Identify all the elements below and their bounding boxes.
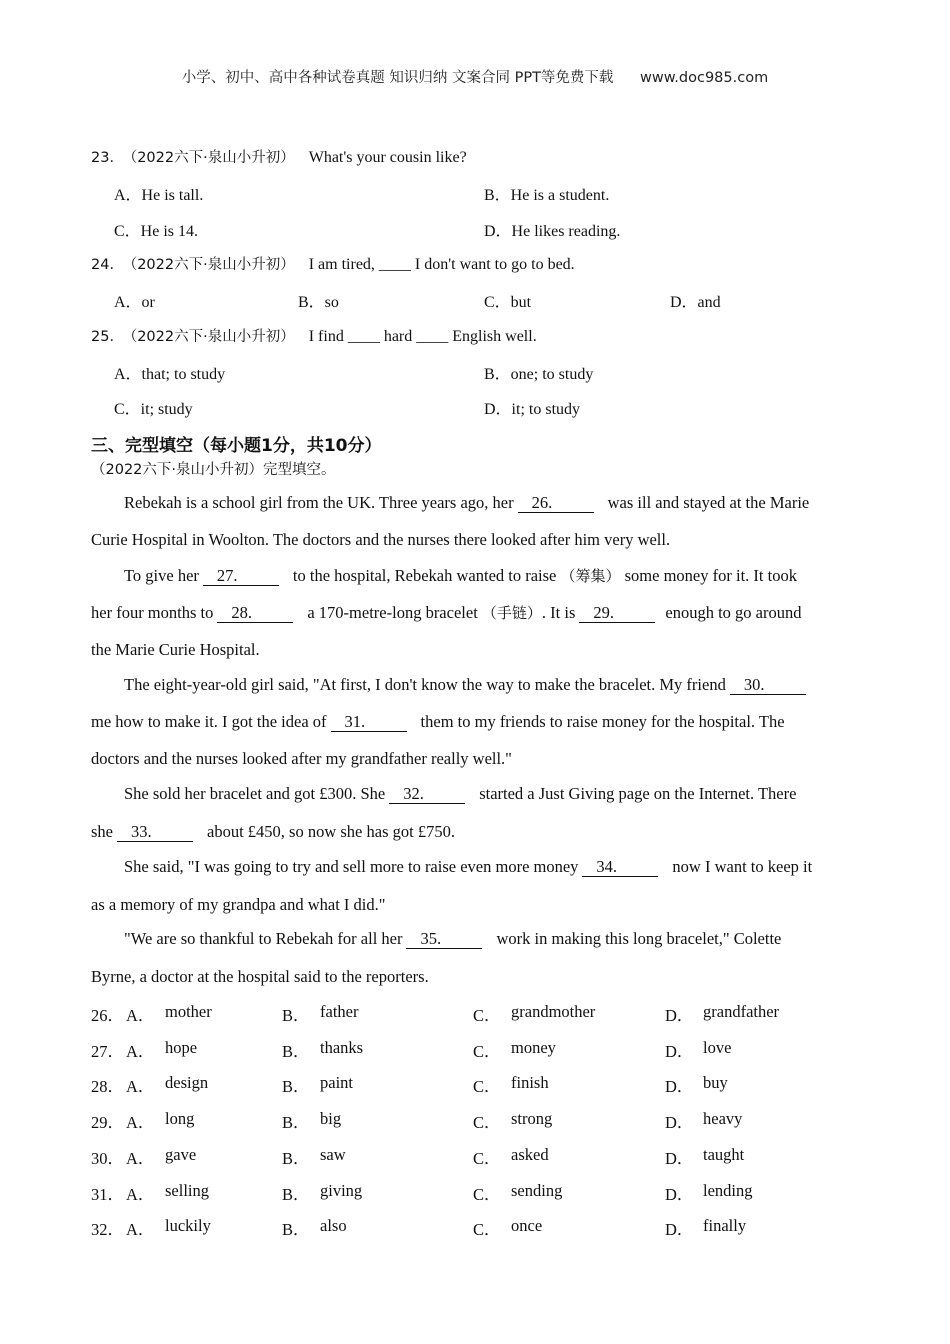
header-text: 小学、初中、高中各种试卷真题 知识归纳 文案合同 PPT等免费下载 xyxy=(181,70,614,86)
q25-option-d[interactable]: D．it; to study xyxy=(484,401,581,418)
q24-option-a[interactable]: A．or xyxy=(114,294,155,311)
q23-option-d[interactable]: D．He likes reading. xyxy=(484,223,621,240)
choice-option-a[interactable]: gave xyxy=(165,1145,197,1164)
passage-line: doctors and the nurses looked after my grandfather really well." xyxy=(91,749,512,768)
blank-33[interactable]: 33. xyxy=(117,823,193,842)
passage-line xyxy=(124,675,810,695)
choice-letter-a[interactable]: A． xyxy=(126,1113,155,1132)
passage-text: some money for it. It took xyxy=(624,566,797,585)
question-source: （2022六下·泉山小升初） xyxy=(129,329,295,345)
choice-option-c[interactable]: asked xyxy=(511,1145,549,1164)
choice-letter-a[interactable]: A． xyxy=(126,1042,155,1061)
passage-text: them to my friends to raise money for the hospital. The xyxy=(420,712,785,731)
choice-letter-c[interactable]: C． xyxy=(473,1220,501,1239)
choice-option-c[interactable]: sending xyxy=(511,1181,563,1200)
choice-option-a[interactable]: long xyxy=(165,1109,195,1128)
choice-option-d[interactable]: finally xyxy=(703,1216,747,1235)
passage-text: "We are so thankful to Rebekah for all her xyxy=(124,929,403,948)
passage-text: was ill and stayed at the Marie xyxy=(607,493,810,512)
passage-line xyxy=(91,712,785,732)
question-number: 25． xyxy=(91,329,124,345)
choice-letter-d[interactable]: D． xyxy=(665,1113,694,1132)
passage-line xyxy=(124,565,797,586)
passage-text: work in making this long bracelet," Colette xyxy=(496,929,782,948)
question-source: （2022六下·泉山小升初） xyxy=(129,257,295,273)
choice-option-b[interactable]: big xyxy=(320,1109,342,1128)
choice-letter-b[interactable]: B． xyxy=(282,1149,310,1168)
choice-option-c[interactable]: money xyxy=(511,1038,556,1057)
choice-letter-d[interactable]: D． xyxy=(665,1149,694,1168)
question-stem: What's your cousin like? xyxy=(308,149,467,166)
choice-option-b[interactable]: thanks xyxy=(320,1038,364,1057)
q24-option-d[interactable]: D．and xyxy=(670,294,721,311)
blank-34[interactable]: 34. xyxy=(582,858,658,877)
choice-option-a[interactable]: selling xyxy=(165,1181,209,1200)
choice-option-b[interactable]: giving xyxy=(320,1181,363,1200)
q23-option-b[interactable]: B．He is a student. xyxy=(484,187,610,204)
blank-35[interactable]: 35. xyxy=(406,930,482,949)
choice-letter-d[interactable]: D． xyxy=(665,1077,694,1096)
q23-option-a[interactable]: A．He is tall. xyxy=(114,187,204,204)
choice-option-d[interactable]: lending xyxy=(703,1181,753,1200)
q25-option-c[interactable]: C．it; study xyxy=(114,401,193,418)
passage-text: she xyxy=(91,822,113,841)
choice-number: 31． xyxy=(91,1185,124,1204)
choice-option-c[interactable]: finish xyxy=(511,1073,549,1092)
blank-28[interactable]: 28. xyxy=(217,604,293,623)
choice-option-b[interactable]: also xyxy=(320,1216,347,1235)
passage-text: now I want to keep it xyxy=(672,857,813,876)
question-25 xyxy=(91,325,537,346)
choice-letter-c[interactable]: C． xyxy=(473,1077,501,1096)
choice-option-c[interactable]: strong xyxy=(511,1109,553,1128)
choice-option-d[interactable]: love xyxy=(703,1038,732,1057)
choice-option-d[interactable]: buy xyxy=(703,1073,728,1092)
choice-letter-a[interactable]: A． xyxy=(126,1220,155,1239)
section-title: 三、完型填空（每小题1分，共10分） xyxy=(91,436,382,456)
choice-option-a[interactable]: luckily xyxy=(165,1216,211,1235)
passage-text: me how to make it. I got the idea of xyxy=(91,712,327,731)
passage-text: She said, "I was going to try and sell more to raise even more money xyxy=(124,857,579,876)
blank-31[interactable]: 31. xyxy=(331,713,407,732)
choice-option-b[interactable]: paint xyxy=(320,1073,353,1092)
passage-line xyxy=(124,857,812,877)
blank-30[interactable]: 30. xyxy=(730,676,806,695)
passage-line xyxy=(91,822,455,842)
passage-text: . It is xyxy=(541,603,576,622)
choice-letter-b[interactable]: B． xyxy=(282,1042,310,1061)
choice-letter-c[interactable]: C． xyxy=(473,1113,501,1132)
page-header xyxy=(0,66,950,87)
choice-letter-a[interactable]: A． xyxy=(126,1077,155,1096)
choice-option-d[interactable]: heavy xyxy=(703,1109,743,1128)
passage-line: as a memory of my grandpa and what I did." xyxy=(91,895,386,914)
passage-text: To give her xyxy=(124,566,199,585)
choice-letter-d[interactable]: D． xyxy=(665,1006,694,1025)
passage-text: Rebekah is a school girl from the UK. Three years ago, her xyxy=(124,493,514,512)
passage-line xyxy=(124,493,809,513)
passage-text: She sold her bracelet and got £300. She xyxy=(124,784,386,803)
choice-number: 26． xyxy=(91,1006,124,1025)
passage-line: Curie Hospital in Woolton. The doctors and the nurses there looked after him very well. xyxy=(91,530,671,549)
question-stem: I find ____ hard ____ English well. xyxy=(308,328,537,345)
choice-letter-d[interactable]: D． xyxy=(665,1220,694,1239)
passage-text: enough to go around xyxy=(665,603,802,622)
q25-option-a[interactable]: A．that; to study xyxy=(114,366,226,383)
passage-line xyxy=(124,929,781,949)
choice-letter-c[interactable]: C． xyxy=(473,1006,501,1025)
q25-option-b[interactable]: B．one; to study xyxy=(484,366,594,383)
question-number: 24． xyxy=(91,257,124,273)
question-number: 23． xyxy=(91,150,124,166)
choice-letter-d[interactable]: D． xyxy=(665,1042,694,1061)
choice-option-b[interactable]: father xyxy=(320,1002,359,1021)
blank-32[interactable]: 32. xyxy=(389,785,465,804)
header-url[interactable]: www.doc985.com xyxy=(640,70,769,86)
passage-gloss: （手链） xyxy=(481,604,542,622)
passage-line: the Marie Curie Hospital. xyxy=(91,640,260,659)
passage-gloss: （筹集） xyxy=(560,567,621,585)
question-24 xyxy=(91,253,575,274)
q24-option-c[interactable]: C．but xyxy=(484,294,532,311)
choice-letter-b[interactable]: B． xyxy=(282,1006,310,1025)
choice-letter-a[interactable]: A． xyxy=(126,1006,155,1025)
question-23 xyxy=(91,146,467,167)
question-stem: I am tired, ____ I don't want to go to bed. xyxy=(308,256,575,273)
choice-letter-a[interactable]: A． xyxy=(126,1149,155,1168)
choice-option-a[interactable]: hope xyxy=(165,1038,198,1057)
choice-letter-b[interactable]: B． xyxy=(282,1077,310,1096)
passage-line xyxy=(124,784,796,804)
choice-option-c[interactable]: once xyxy=(511,1216,543,1235)
choice-number: 27． xyxy=(91,1042,124,1061)
choice-letter-c[interactable]: C． xyxy=(473,1149,501,1168)
choice-option-d[interactable]: grandfather xyxy=(703,1002,780,1021)
section-source: （2022六下·泉山小升初）完型填空。 xyxy=(91,462,336,478)
passage-text: started a Just Giving page on the Internet. There xyxy=(479,784,797,803)
choice-number: 30． xyxy=(91,1149,124,1168)
question-source: （2022六下·泉山小升初） xyxy=(129,150,295,166)
choice-letter-c[interactable]: C． xyxy=(473,1042,501,1061)
choice-letter-d[interactable]: D． xyxy=(665,1185,694,1204)
choice-letter-c[interactable]: C． xyxy=(473,1185,501,1204)
choice-option-a[interactable]: design xyxy=(165,1073,209,1092)
blank-29[interactable]: 29. xyxy=(579,604,655,623)
q24-option-b[interactable]: B．so xyxy=(298,294,339,311)
passage-text: to the hospital, Rebekah wanted to raise xyxy=(292,566,557,585)
blank-27[interactable]: 27. xyxy=(203,567,279,586)
choice-option-c[interactable]: grandmother xyxy=(511,1002,596,1021)
blank-26[interactable]: 26. xyxy=(518,494,594,513)
passage-text: The eight-year-old girl said, "At first, I don't know the way to make the bracelet. My friend xyxy=(124,675,726,694)
passage-line xyxy=(91,602,802,623)
choice-letter-b[interactable]: B． xyxy=(282,1220,310,1239)
choice-option-d[interactable]: taught xyxy=(703,1145,745,1164)
choice-option-a[interactable]: mother xyxy=(165,1002,212,1021)
passage-text: her four months to xyxy=(91,603,214,622)
q23-option-c[interactable]: C．He is 14. xyxy=(114,223,199,240)
choice-letter-a[interactable]: A． xyxy=(126,1185,155,1204)
choice-letter-b[interactable]: B． xyxy=(282,1113,310,1132)
passage-line: Byrne, a doctor at the hospital said to the reporters. xyxy=(91,967,429,986)
choice-number: 28． xyxy=(91,1077,124,1096)
passage-text: about £450, so now she has got £750. xyxy=(207,822,455,841)
choice-option-b[interactable]: saw xyxy=(320,1145,346,1164)
choice-number: 32． xyxy=(91,1220,124,1239)
choice-letter-b[interactable]: B． xyxy=(282,1185,310,1204)
choice-number: 29． xyxy=(91,1113,124,1132)
passage-text: a 170-metre-long bracelet xyxy=(307,603,478,622)
